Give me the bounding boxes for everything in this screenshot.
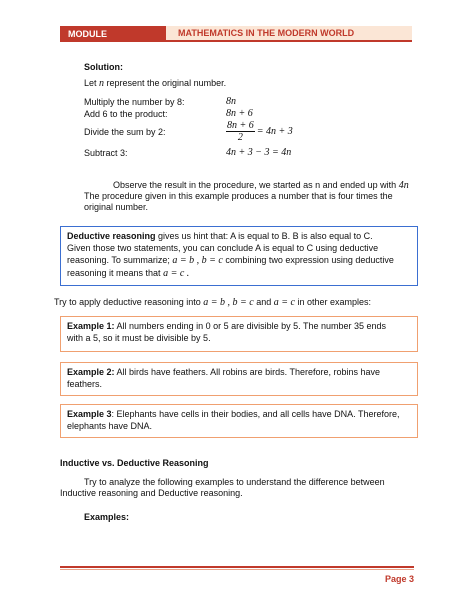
step-expression: 8n xyxy=(226,96,236,107)
example-line: Example 1: All numbers ending in 0 or 5 are divisible by 5. The number 35 ends xyxy=(67,321,387,331)
example-box xyxy=(60,404,418,438)
step-expression: 4n + 3 − 3 = 4n xyxy=(226,147,292,158)
observe-line: The procedure given in this example produces a number that is four times the xyxy=(84,191,393,201)
definition-line: Given those two statements, you can conclude A is equal to C using deductive xyxy=(67,243,379,253)
step-label: Subtract 3: xyxy=(84,148,128,158)
examples-label: Examples: xyxy=(84,512,130,522)
observe-line: original number. xyxy=(84,202,149,212)
deductive-definition-box xyxy=(60,226,418,286)
solution-intro: Let n represent the original number. xyxy=(84,78,227,89)
module-title: MATHEMATICS IN THE MODERN WORLD xyxy=(166,26,412,42)
fraction-denominator: 2 xyxy=(237,132,243,143)
definition-line: reasoning it means that a = c . xyxy=(67,268,190,279)
step-label: Divide the sum by 2: xyxy=(84,127,166,137)
observe-line: Observe the result in the procedure, we started as n and ended up with 4n xyxy=(113,180,409,191)
step-label: Multiply the number by 8: xyxy=(84,97,185,107)
footer-divider xyxy=(60,566,414,568)
module-label: MODULE xyxy=(60,26,166,42)
fraction-result: = 4n + 3 xyxy=(256,126,293,137)
definition-line: Deductive reasoning gives us hint that: A is equal to B. B is also equal to C. xyxy=(67,231,373,241)
definition-line: reasoning. To summarize; a = b , b = c combining two expression using deductive xyxy=(67,255,394,266)
fraction-numerator: 8n + 6 xyxy=(227,120,254,131)
example-line: Example 2: All birds have feathers. All robins are birds. Therefore, robins have xyxy=(67,367,381,377)
step-expression: 8n + 6 xyxy=(226,108,253,119)
solution-heading: Solution: xyxy=(84,62,123,72)
section-text: Try to analyze the following examples to understand the difference between xyxy=(84,477,385,487)
page-header xyxy=(60,26,412,42)
example-box xyxy=(60,316,418,352)
step-label: Add 6 to the product: xyxy=(84,109,168,119)
try-instruction: Try to apply deductive reasoning into a = b , b = c and a = c in other examples: xyxy=(54,297,371,308)
footer-divider-thin xyxy=(60,569,414,570)
section-heading: Inductive vs. Deductive Reasoning xyxy=(60,458,209,468)
example-line: Example 3: Elephants have cells in their bodies, and all cells have DNA. Therefore, xyxy=(67,409,400,419)
section-text: Inductive reasoning and Deductive reasoning. xyxy=(60,488,243,498)
example-line: elephants have DNA. xyxy=(67,421,153,431)
page-number: Page 3 xyxy=(384,574,414,584)
example-box xyxy=(60,362,418,396)
example-line: feathers. xyxy=(67,379,103,389)
step-fraction xyxy=(226,120,293,143)
example-line: with a 5, so it must be divisible by 5. xyxy=(67,333,211,343)
